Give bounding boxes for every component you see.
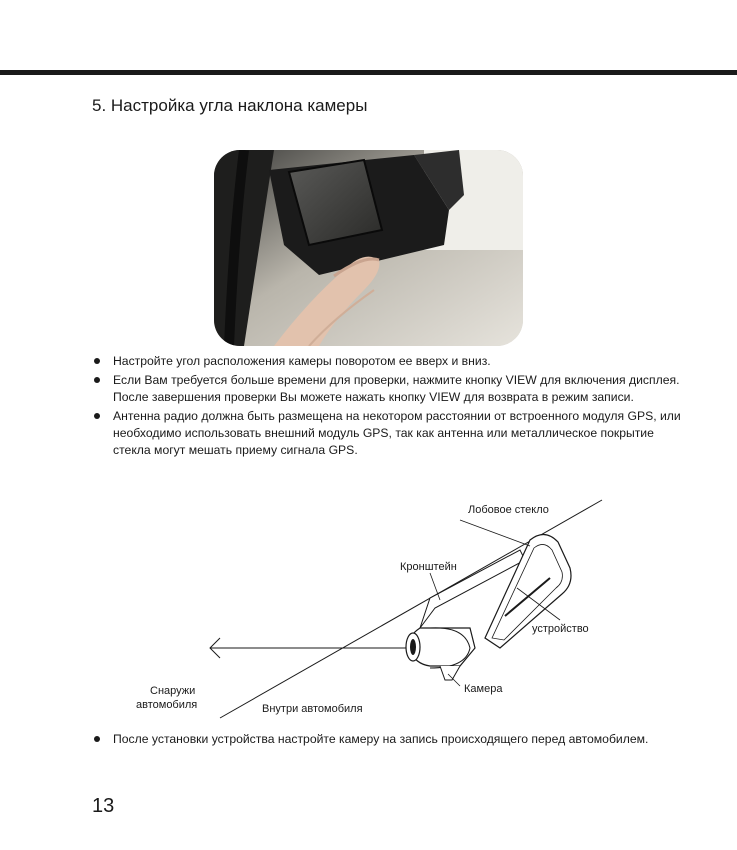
camera-adjust-photo: [214, 150, 523, 346]
instruction-list: [93, 353, 693, 461]
bullet-icon: [94, 736, 100, 742]
list-item: Настройте угол расположения камеры поворотом ее вверх и вниз.: [93, 353, 693, 370]
list-item: Если Вам требуется больше времени для проверки, нажмите кнопку VIEW для включения дисплея. После завершения проверки Вы можете нажать кнопку VIEW для возврата в режим записи.: [93, 372, 693, 406]
section-title: 5. Настройка угла наклона камеры: [92, 96, 368, 115]
list-item: После установки устройства настройте камеру на запись происходящего перед автомобилем.: [93, 731, 693, 748]
page-number: 13: [92, 795, 115, 817]
bullet-icon: [94, 358, 100, 364]
windshield-label: Лобовое стекло: [468, 504, 549, 516]
mounting-diagram: [130, 498, 610, 723]
camera-label: Камера: [464, 683, 503, 695]
top-rule: [0, 70, 737, 75]
final-instruction-list: [93, 731, 693, 748]
outside-label-line2: автомобиля: [136, 699, 198, 711]
device-label: устройство: [532, 623, 589, 635]
inside-label: Внутри автомобиля: [262, 703, 363, 715]
bullet-icon: [94, 413, 100, 419]
list-item: Антенна радио должна быть размещена на некотором расстоянии от встроенного модуля GPS, или необходимо использовать внешний модуль GPS, так как антенна или металлическое покрытие стекла могут мешать приему сигнала GPS.: [93, 408, 693, 459]
bullet-icon: [94, 377, 100, 383]
bracket-label: Кронштейн: [400, 561, 457, 573]
outside-label-line1: Снаружи: [150, 685, 196, 697]
